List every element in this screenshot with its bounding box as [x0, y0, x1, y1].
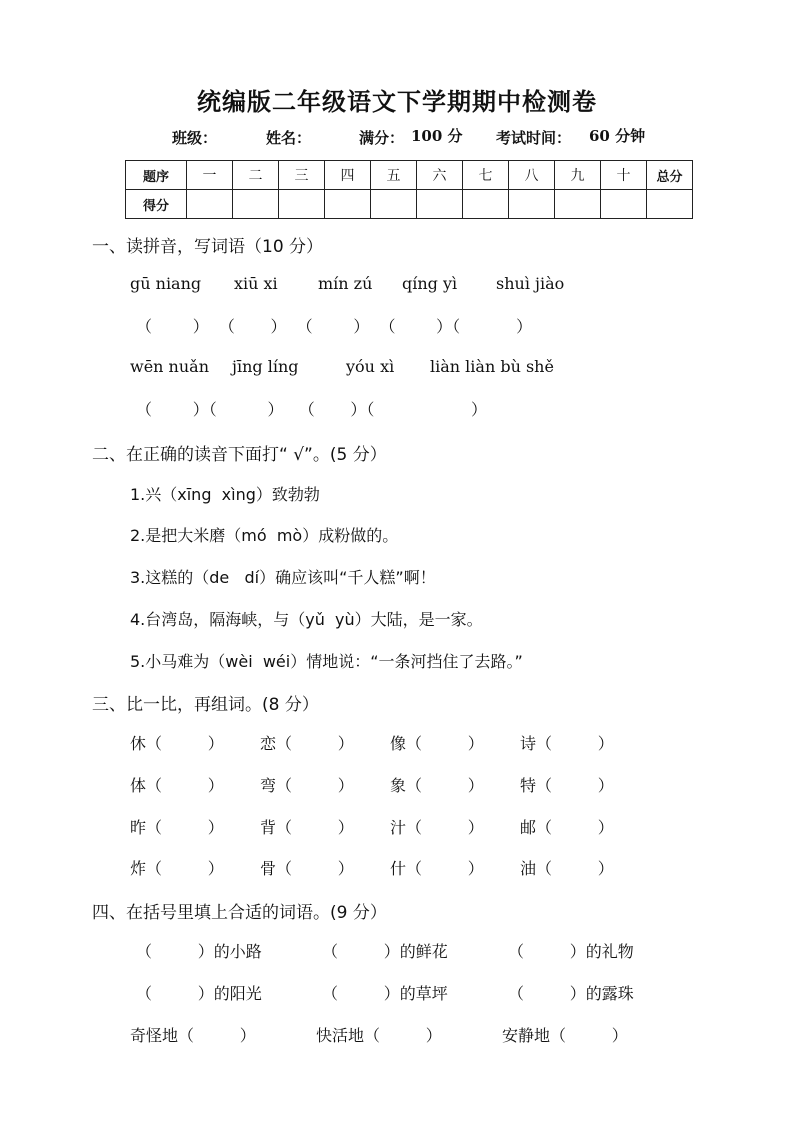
pinyin-item: wēn nuǎn [130, 357, 210, 376]
pinyin-item: xiū xi [234, 274, 278, 293]
score-table-header-row [126, 161, 693, 190]
section-2-heading: 二、在正确的读音下面打“ √”。(5 分） [92, 445, 387, 465]
word-group-item[interactable]: 骨（ ） [260, 859, 354, 878]
word-group-item[interactable]: 什（ ） [390, 859, 484, 878]
score-cell[interactable] [371, 190, 417, 219]
class-label: 班级： [172, 129, 218, 147]
word-group-item[interactable]: 昨（ ） [130, 818, 224, 837]
total-label: 总分 [647, 161, 693, 190]
word-group-item[interactable]: 体（ ） [130, 776, 224, 795]
page-title: 统编版二年级语文下学期期中检测卷 [197, 87, 597, 116]
column-3: 三 [279, 161, 325, 190]
time-value: 60 分钟 [589, 127, 646, 145]
score-cell[interactable] [187, 190, 233, 219]
score-cell[interactable] [463, 190, 509, 219]
pinyin-item: yóu xì [346, 357, 395, 376]
total-score-cell[interactable] [647, 190, 693, 219]
word-group-item[interactable]: 汁（ ） [390, 818, 484, 837]
column-1: 一 [187, 161, 233, 190]
fill-phrase-item[interactable]: （ ）的草坪 [322, 984, 448, 1003]
word-group-item[interactable]: 弯（ ） [260, 776, 354, 795]
word-group-item[interactable]: 背（ ） [260, 818, 354, 837]
score-table [125, 160, 693, 219]
column-8: 八 [509, 161, 555, 190]
pinyin-item: liàn liàn bù shě [430, 357, 554, 376]
pinyin-item: gū niang [130, 274, 202, 293]
question-item: 3.这糕的（de dí）确应该叫“千人糕”啊！ [130, 568, 436, 587]
fill-phrase-item[interactable]: （ ）的露珠 [508, 984, 634, 1003]
word-group-item[interactable]: 邮（ ） [520, 818, 614, 837]
fill-phrase-item[interactable]: （ ）的阳光 [136, 984, 262, 1003]
row-label: 得分 [126, 190, 187, 219]
fill-phrase-item[interactable]: （ ）的礼物 [508, 942, 634, 961]
score-cell[interactable] [555, 190, 601, 219]
word-group-item[interactable]: 诗（ ） [520, 734, 614, 753]
question-item: 4.台湾岛，隔海峡，与（yǔ yù）大陆，是一家。 [130, 610, 483, 629]
column-9: 九 [555, 161, 601, 190]
word-group-item[interactable]: 休（ ） [130, 734, 224, 753]
fill-phrase-item[interactable]: （ ）的鲜花 [322, 942, 448, 961]
score-cell[interactable] [279, 190, 325, 219]
fill-phrase-item[interactable]: 奇怪地（ ） [130, 1026, 256, 1045]
answer-blanks[interactable]: （ ）（ ） （ ）（ ） [136, 400, 488, 419]
column-4: 四 [325, 161, 371, 190]
pinyin-item: shuì jiào [496, 274, 565, 293]
section-1-heading: 一、读拼音，写词语（10 分） [92, 237, 324, 257]
section-3-heading: 三、比一比，再组词。(8 分） [92, 695, 319, 715]
question-item: 5.小马难为（wèi wéi）情地说：“一条河挡住了去路。” [130, 652, 523, 671]
score-cell[interactable] [417, 190, 463, 219]
score-cell[interactable] [601, 190, 647, 219]
column-5: 五 [371, 161, 417, 190]
word-group-item[interactable]: 特（ ） [520, 776, 614, 795]
column-7: 七 [463, 161, 509, 190]
word-group-item[interactable]: 油（ ） [520, 859, 614, 878]
pinyin-item: mín zú [318, 274, 373, 293]
full-score-label: 满分： [359, 129, 405, 147]
column-6: 六 [417, 161, 463, 190]
answer-blanks[interactable]: （ ） （ ） （ ） （ ）（ ） [136, 317, 533, 336]
name-label: 姓名： [266, 129, 312, 147]
column-10: 十 [601, 161, 647, 190]
time-label: 考试时间： [496, 129, 572, 147]
question-item: 1.兴（xīng xìng）致勃勃 [130, 485, 320, 504]
question-item: 2.是把大米磨（mó mò）成粉做的。 [130, 526, 399, 545]
score-cell[interactable] [233, 190, 279, 219]
score-table-score-row [126, 190, 693, 219]
score-cell[interactable] [325, 190, 371, 219]
pinyin-item: jīng líng [232, 357, 299, 376]
fill-phrase-item[interactable]: （ ）的小路 [136, 942, 262, 961]
header-label: 题序 [126, 161, 187, 190]
column-2: 二 [233, 161, 279, 190]
fill-phrase-item[interactable]: 快活地（ ） [316, 1026, 442, 1045]
full-score-value: 100 分 [411, 127, 463, 145]
word-group-item[interactable]: 炸（ ） [130, 859, 224, 878]
word-group-item[interactable]: 象（ ） [390, 776, 484, 795]
pinyin-item: qíng yì [402, 274, 458, 293]
word-group-item[interactable]: 像（ ） [390, 734, 484, 753]
fill-phrase-item[interactable]: 安静地（ ） [502, 1026, 628, 1045]
section-4-heading: 四、在括号里填上合适的词语。(9 分） [92, 903, 387, 923]
score-cell[interactable] [509, 190, 555, 219]
word-group-item[interactable]: 恋（ ） [260, 734, 354, 753]
